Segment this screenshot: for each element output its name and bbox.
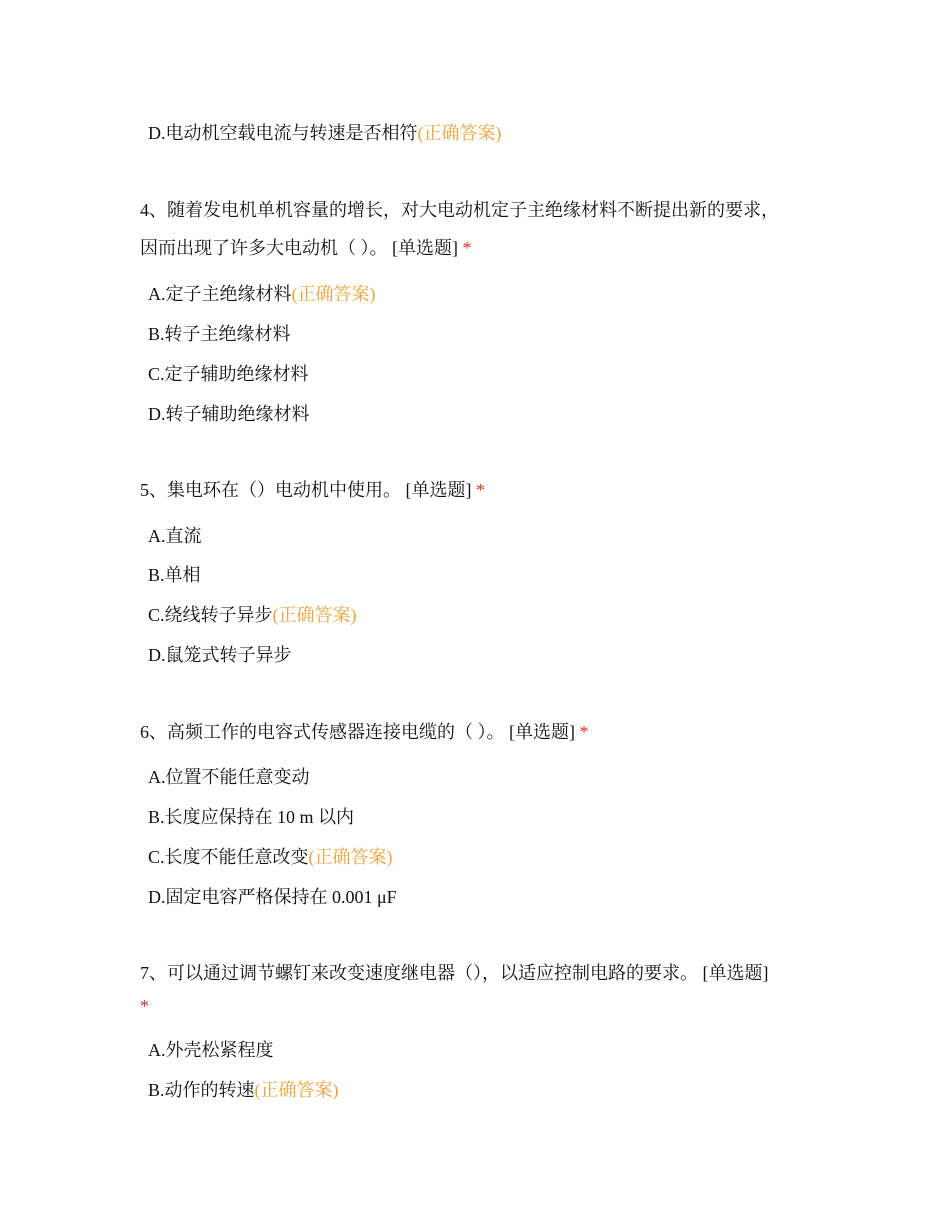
option-text: A.直流 — [148, 526, 202, 546]
required-asterisk: * — [140, 996, 149, 1016]
correct-answer-mark: (正确答案) — [308, 847, 393, 867]
option-b-q7 — [148, 1078, 339, 1102]
option-d-q6 — [148, 885, 397, 909]
option-text: A.定子主绝缘材料 — [148, 284, 292, 304]
option-text: D.电动机空载电流与转速是否相符 — [148, 123, 418, 143]
option-text: C.长度不能任意改变 — [148, 847, 309, 867]
option-c-q6 — [148, 845, 393, 869]
option-text: A.外壳松紧程度 — [148, 1040, 274, 1060]
correct-answer-mark: (正确答案) — [291, 284, 376, 304]
option-b-q4 — [148, 322, 291, 346]
option-d-q3 — [148, 121, 502, 145]
correct-answer-mark: (正确答案) — [272, 605, 357, 625]
correct-answer-mark: (正确答案) — [417, 123, 502, 143]
option-b-q6 — [148, 805, 354, 829]
option-d-q5 — [148, 643, 292, 667]
option-text: C.绕线转子异步 — [148, 605, 273, 625]
required-asterisk: * — [579, 722, 589, 742]
option-text: A.位置不能任意变动 — [148, 767, 310, 787]
option-text: D.鼠笼式转子异步 — [148, 645, 292, 665]
option-a-q7 — [148, 1038, 274, 1062]
question-7-text-line-2 — [140, 994, 149, 1018]
correct-answer-mark: (正确答案) — [254, 1080, 339, 1100]
option-text: C.定子辅助绝缘材料 — [148, 364, 309, 384]
option-d-q4 — [148, 402, 310, 426]
option-text: B.动作的转速 — [148, 1080, 255, 1100]
option-a-q4 — [148, 282, 376, 306]
option-text: D.固定电容严格保持在 0.001 μF — [148, 887, 397, 907]
question-4-text-line-2: 因而出现了许多大电动机（ ）。 [单选题] * — [140, 238, 472, 258]
question-7-text-line-1: 7、可以通过调节螺钉来改变速度继电器（），以适应控制电路的要求。 [单选题] — [140, 963, 769, 983]
required-asterisk: * — [462, 238, 472, 258]
option-text: B.转子主绝缘材料 — [148, 324, 291, 344]
question-5-text: 5、集电环在（）电动机中使用。 [单选题] * — [140, 480, 485, 500]
option-a-q6 — [148, 765, 310, 789]
question-4-text-line-1: 4、随着发电机单机容量的增长，对大电动机定子主绝缘材料不断提出新的要求， — [140, 200, 779, 220]
required-asterisk: * — [476, 480, 485, 500]
option-text: D.转子辅助绝缘材料 — [148, 404, 310, 424]
option-c-q5 — [148, 603, 357, 627]
option-text: B.长度应保持在 10 m 以内 — [148, 807, 355, 827]
option-text: B.单相 — [148, 565, 201, 585]
question-6-text: 6、高频工作的电容式传感器连接电缆的（ ）。 [单选题] * — [140, 722, 589, 742]
option-c-q4 — [148, 362, 309, 386]
option-a-q5 — [148, 524, 202, 548]
option-b-q5 — [148, 563, 201, 587]
